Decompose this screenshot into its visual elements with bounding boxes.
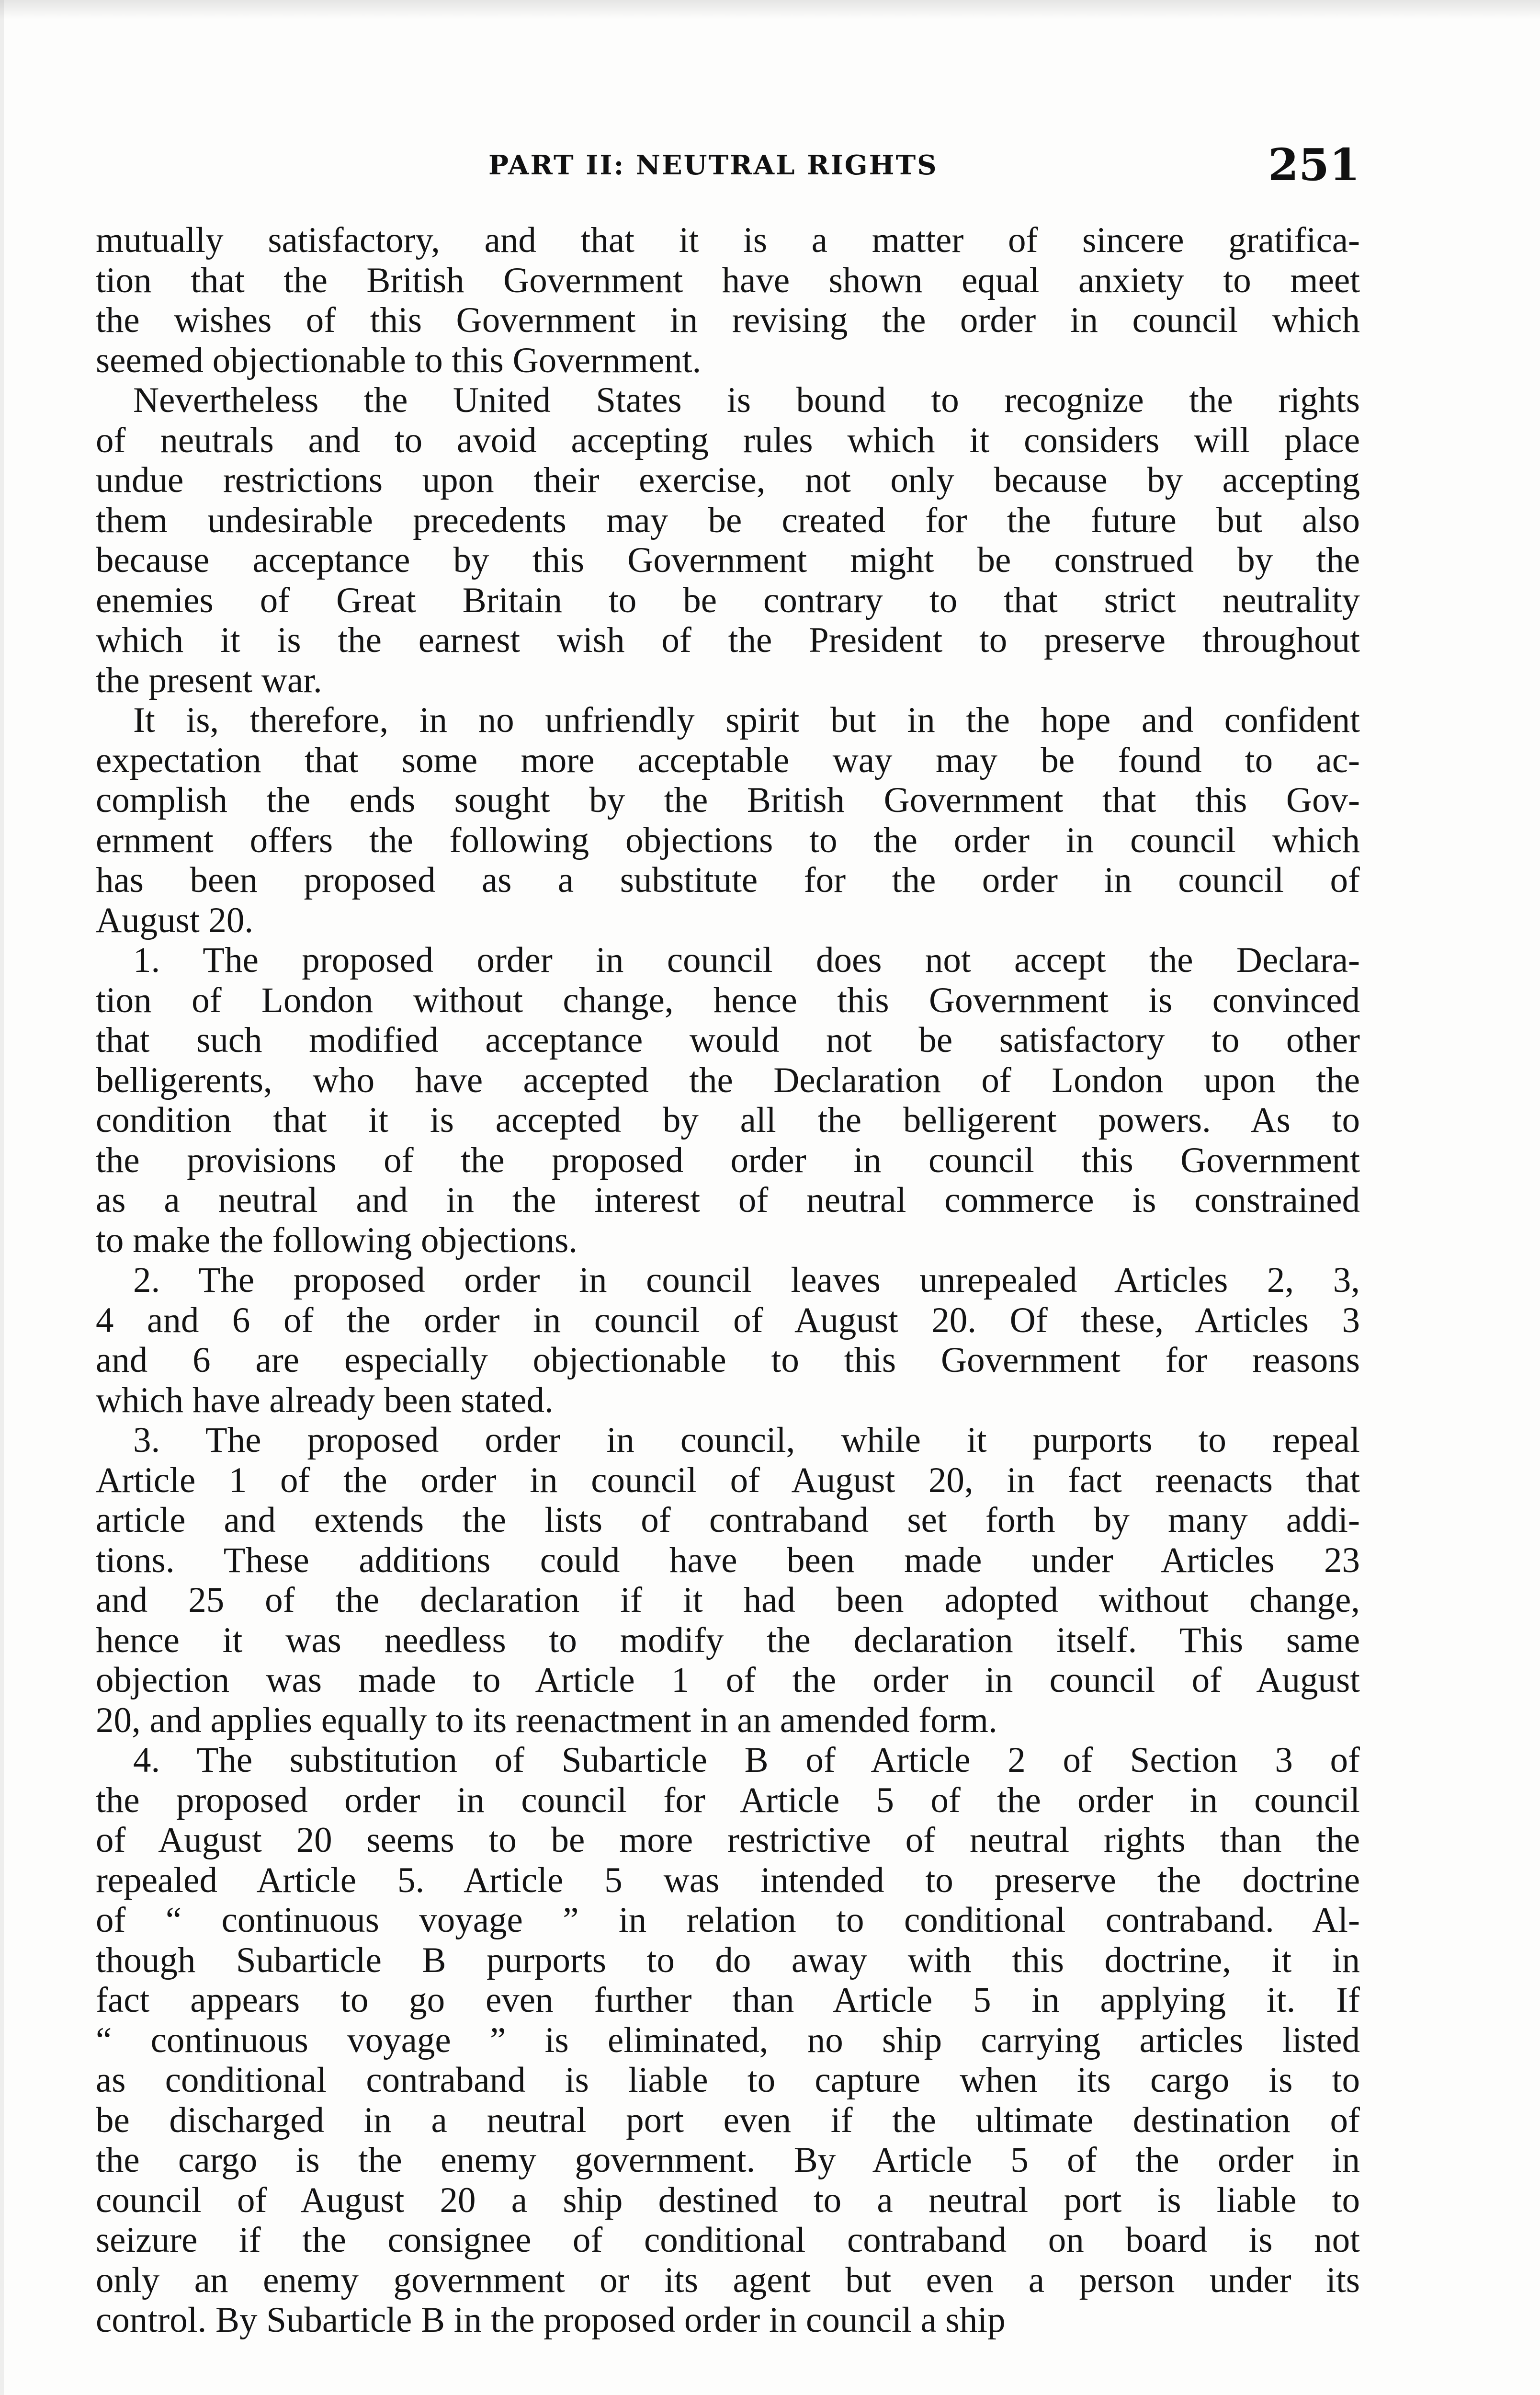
text-line: 2. The proposed order in council leaves unrepealed Articles 2, 3, bbox=[133, 1260, 1360, 1300]
text-line: them undesirable precedents may be created for the future but also bbox=[96, 500, 1360, 540]
text-line: control. By Subarticle B in the proposed order in council a ship bbox=[96, 2300, 1006, 2340]
text-line: fact appears to go even further than Article 5 in applying it. If bbox=[96, 1980, 1360, 2020]
text-line: repealed Article 5. Article 5 was intended to preserve the doctrine bbox=[96, 1860, 1360, 1900]
text-line: the provisions of the proposed order in council this Government bbox=[96, 1140, 1360, 1180]
paragraph bbox=[96, 380, 1360, 700]
paragraph bbox=[96, 1420, 1360, 1740]
text-line: because acceptance by this Government might be construed by the bbox=[96, 540, 1360, 580]
text-line: of August 20 seems to be more restrictive of neutral rights than the bbox=[96, 1820, 1360, 1860]
body-text bbox=[96, 220, 1360, 2340]
text-line: undue restrictions upon their exercise, not only because by accepting bbox=[96, 460, 1360, 500]
text-line: to make the following objections. bbox=[96, 1220, 578, 1260]
text-line: article and extends the lists of contraband set forth by many addi- bbox=[96, 1500, 1360, 1540]
text-line: condition that it is accepted by all the belligerent powers. As to bbox=[96, 1100, 1360, 1140]
text-line: of neutrals and to avoid accepting rules which it considers will place bbox=[96, 420, 1360, 460]
text-line: that such modified acceptance would not be satisfactory to other bbox=[96, 1020, 1360, 1060]
text-line: tion that the British Government have shown equal anxiety to meet bbox=[96, 260, 1360, 300]
text-line: tion of London without change, hence this Government is convinced bbox=[96, 980, 1360, 1020]
text-line: 1. The proposed order in council does not accept the Declara- bbox=[133, 940, 1360, 980]
text-line: August 20. bbox=[96, 900, 254, 940]
text-line: It is, therefore, in no unfriendly spirit but in the hope and confident bbox=[133, 700, 1360, 740]
page-number: 251 bbox=[1268, 139, 1360, 191]
text-line: ernment offers the following objections to the order in council which bbox=[96, 820, 1360, 860]
paragraph bbox=[96, 700, 1360, 940]
text-line: mutually satisfactory, and that it is a matter of sincere gratifica- bbox=[96, 220, 1360, 260]
text-line: and 6 are especially objectionable to this Government for reasons bbox=[96, 1340, 1360, 1380]
text-line: expectation that some more acceptable way may be found to ac- bbox=[96, 740, 1360, 780]
text-line: which it is the earnest wish of the President to preserve throughout bbox=[96, 620, 1360, 660]
text-line: has been proposed as a substitute for the order in council of bbox=[96, 860, 1360, 900]
text-line: tions. These additions could have been made under Articles 23 bbox=[96, 1540, 1360, 1580]
paragraph bbox=[96, 1740, 1360, 2340]
text-line: Article 1 of the order in council of August 20, in fact reenacts that bbox=[96, 1460, 1360, 1500]
scan-edge bbox=[0, 0, 4, 2395]
text-line: 20, and applies equally to its reenactment in an amended form. bbox=[96, 1700, 997, 1740]
page-header bbox=[96, 139, 1360, 192]
text-line: of “ continuous voyage ” in relation to conditional contraband. Al- bbox=[96, 1900, 1360, 1940]
text-line: council of August 20 a ship destined to a neutral port is liable to bbox=[96, 2180, 1360, 2220]
paragraph bbox=[96, 220, 1360, 380]
text-line: Nevertheless the United States is bound to recognize the rights bbox=[133, 380, 1360, 420]
text-line: complish the ends sought by the British Government that this Gov- bbox=[96, 780, 1360, 820]
text-line: and 25 of the declaration if it had been adopted without change, bbox=[96, 1580, 1360, 1620]
text-line: belligerents, who have accepted the Declaration of London upon the bbox=[96, 1060, 1360, 1100]
text-line: hence it was needless to modify the declaration itself. This same bbox=[96, 1620, 1360, 1660]
text-line: seemed objectionable to this Government. bbox=[96, 340, 702, 380]
text-line: the wishes of this Government in revising the order in council which bbox=[96, 300, 1360, 340]
paragraph bbox=[96, 1260, 1360, 1420]
text-line: the cargo is the enemy government. By Article 5 of the order in bbox=[96, 2140, 1360, 2180]
text-line: only an enemy government or its agent but even a person under its bbox=[96, 2260, 1360, 2300]
text-line: be discharged in a neutral port even if the ultimate destination of bbox=[96, 2100, 1360, 2140]
text-line: enemies of Great Britain to be contrary to that strict neutrality bbox=[96, 580, 1360, 620]
paragraph bbox=[96, 940, 1360, 1260]
text-line: which have already been stated. bbox=[96, 1380, 554, 1420]
text-line: as a neutral and in the interest of neutral commerce is constrained bbox=[96, 1180, 1360, 1220]
text-line: 3. The proposed order in council, while it purports to repeal bbox=[133, 1420, 1360, 1460]
text-line: 4. The substitution of Subarticle B of Article 2 of Section 3 of bbox=[133, 1740, 1360, 1780]
text-line: “ continuous voyage ” is eliminated, no ship carrying articles listed bbox=[96, 2020, 1360, 2060]
text-line: the proposed order in council for Article 5 of the order in council bbox=[96, 1780, 1360, 1820]
text-line: as conditional contraband is liable to capture when its cargo is to bbox=[96, 2060, 1360, 2100]
running-head: PART II: NEUTRAL RIGHTS bbox=[488, 149, 938, 181]
scan-shadow bbox=[0, 0, 1540, 19]
text-line: 4 and 6 of the order in council of August 20. Of these, Articles 3 bbox=[96, 1300, 1360, 1340]
text-line: the present war. bbox=[96, 660, 322, 700]
text-line: objection was made to Article 1 of the order in council of August bbox=[96, 1660, 1360, 1700]
text-line: seizure if the consignee of conditional contraband on board is not bbox=[96, 2220, 1360, 2260]
text-line: though Subarticle B purports to do away with this doctrine, it in bbox=[96, 1940, 1360, 1980]
